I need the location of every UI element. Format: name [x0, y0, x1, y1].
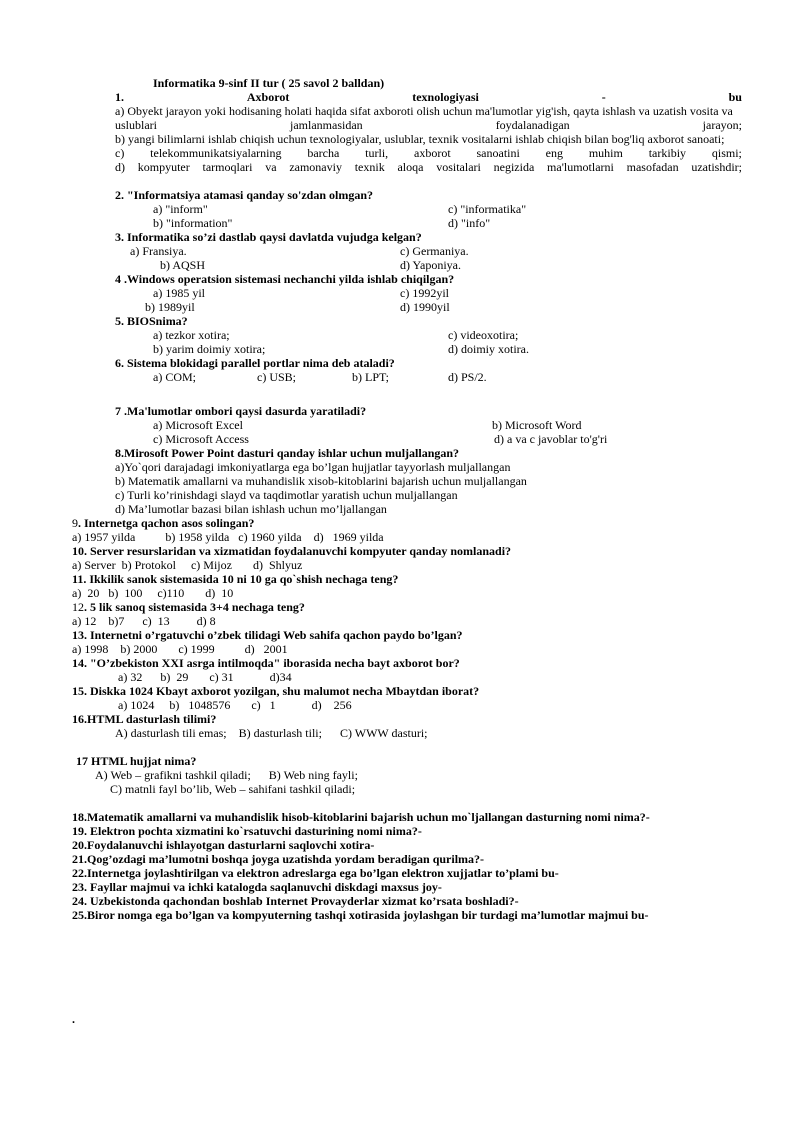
question-14-answers: a) 32 b) 29 c) 31 d)34	[118, 670, 292, 684]
question-9-answers: a) 1957 yilda b) 1958 yilda c) 1960 yilda d) 1969 yilda	[72, 530, 384, 544]
option-word: va	[265, 160, 277, 174]
question-13-answers: a) 1998 b) 2000 c) 1999 d) 2001	[72, 642, 288, 656]
question-text: . 5 lik sanoq sistemasida 3+4 nechaga teng?	[84, 600, 305, 614]
question-2-option-a: a) "inform"	[153, 202, 208, 216]
question-13: 13. Internetni o’rgatuvchi o’zbek tilidagi Web sahifa qachon paydo bo’lgan?	[72, 628, 463, 642]
question-2-option-d: d) "info"	[448, 216, 491, 230]
question-5-option-d: d) doimiy xotira.	[448, 342, 529, 356]
question-15-answers: a) 1024 b) 1048576 c) 1 d) 256	[118, 698, 352, 712]
question-17-answers-a: A) Web – grafikni tashkil qiladi; B) Web ning fayli;	[95, 768, 358, 782]
question-22: 22.Internetga joylashtirilgan va elektron adreslarga ega bo’lgan elektron xujjatlar to’plami bu-	[72, 866, 559, 880]
question-9	[72, 516, 254, 530]
question-5: 5. BIOSnima?	[115, 314, 188, 328]
question-6-option-a: a) COM;	[153, 370, 196, 384]
question-5-option-b: b) yarim doimiy xotira;	[153, 342, 266, 356]
question-17-answers-b: C) matnli fayl bo’lib, Web – sahifani tashkil qiladi;	[110, 782, 356, 796]
question-6-option-c: c) USB;	[257, 370, 296, 384]
question-6-option-b: b) LPT;	[352, 370, 390, 384]
question-7-option-c: c) Microsoft Access	[153, 432, 249, 446]
question-6-option-d: d) PS/2.	[448, 370, 487, 384]
option-word: negizida	[493, 160, 535, 174]
question-11: 11. Ikkilik sanok sistemasida 10 ni 10 ga qo`shish nechaga teng?	[72, 572, 399, 586]
question-4-option-d: d) 1990yil	[400, 300, 450, 314]
heading-word: -	[601, 90, 606, 104]
question-19: 19. Elektron pochta xizmatini ko`rsatuvchi dasturining nomi nima?-	[72, 824, 422, 838]
question-11-answers: a) 20 b) 100 c)110 d) 10	[72, 586, 234, 600]
option-word: kompyuter	[137, 160, 190, 174]
question-1-option-c	[115, 146, 742, 160]
option-word: jarayon;	[702, 118, 742, 132]
question-21: 21.Qog’ozdagi ma’lumotni boshqa joyga uzatishda yordam beradigan qurilma?-	[72, 852, 485, 866]
option-word: telekommunikatsiyalarning	[150, 146, 282, 160]
question-20: 20.Foydalanuvchi ishlayotgan dasturlarni saqlovchi xotira-	[72, 838, 375, 852]
question-7-option-d: d) a va c javoblar to'g'ri	[494, 432, 608, 446]
question-16-answers: A) dasturlash tili emas; B) dasturlash tili; C) WWW dasturi;	[115, 726, 428, 740]
heading-word: Axborot	[246, 90, 290, 104]
question-2-option-b: b) "information"	[153, 216, 233, 230]
question-10: 10. Server resurslaridan va xizmatidan foydalanuvchi kompyuter qanday nomlanadi?	[72, 544, 512, 558]
question-text: . Internetga qachon asos solingan?	[78, 516, 255, 530]
option-word: barcha	[307, 146, 340, 160]
question-4-option-b: b) 1989yil	[145, 300, 195, 314]
question-10-answers: a) Server b) Protokol c) Mijoz d) Shlyuz	[72, 558, 303, 572]
question-8-option-d: d) Ma’lumotlar bazasi bilan ishlash uchun mo’ljallangan	[115, 502, 387, 516]
question-23: 23. Fayllar majmui va ichki katalogda saqlanuvchi diskdagi maxsus joy-	[72, 880, 442, 894]
question-8-option-b: b) Matematik amallarni va muhandislik xisob-kitoblarini bajarish uchun muljallangan	[115, 474, 527, 488]
option-word: uslublari	[115, 118, 157, 132]
question-1-option-b: b) yangi bilimlarni ishlab chiqish uchun texnologiyalar, uslublar, texnik vositalarni ishlab chiqish bilan bog'liq axborot sanoati;	[115, 132, 725, 146]
question-7-option-a: a) Microsoft Excel	[153, 418, 243, 432]
question-1-option-a-cont	[115, 118, 742, 132]
option-word: foydalanadigan	[495, 118, 570, 132]
question-3-option-a: a) Fransiya.	[130, 244, 187, 258]
option-word: axborot	[414, 146, 451, 160]
question-12	[72, 600, 305, 614]
option-word: turli,	[365, 146, 389, 160]
option-word: texnik	[354, 160, 385, 174]
option-word: qismi;	[711, 146, 742, 160]
question-6: 6. Sistema blokidagi parallel portlar nima deb ataladi?	[115, 356, 395, 370]
question-4: 4 .Windows operatsion sistemasi nechanchi yilda ishlab chiqilgan?	[115, 272, 455, 286]
question-number: 9	[72, 516, 78, 530]
option-word: c)	[115, 146, 125, 160]
question-8: 8.Mirosoft Power Point dasturi qanday ishlar uchun muljallangan?	[115, 446, 460, 460]
question-17: 17 HTML hujjat nima?	[76, 754, 197, 768]
option-word: aloqa	[397, 160, 424, 174]
question-number: 12	[72, 600, 84, 614]
question-4-option-a: a) 1985 yil	[153, 286, 205, 300]
question-1-heading	[115, 90, 742, 104]
option-word: eng	[545, 146, 563, 160]
question-2: 2. "Informatsiya atamasi qanday so'zdan olmgan?	[115, 188, 374, 202]
option-word: muhim	[588, 146, 623, 160]
question-number: 1.	[115, 90, 124, 104]
heading-word: texnologiyasi	[412, 90, 479, 104]
option-word: jamlanmasidan	[290, 118, 363, 132]
question-1-option-a: a) Obyekt jarayon yoki hodisaning holati haqida sifat axboroti olish uchun ma'lumotlar yig'ish, qayta ishlash va uzatish vosita va	[115, 104, 733, 118]
question-18: 18.Matematik amallarni va muhandislik hisob-kitoblarini bajarish uchun mo`ljallangan dasturning nomi nima?-	[72, 810, 650, 824]
option-word: vositalari	[436, 160, 481, 174]
question-8-option-c: c) Turli ko’rinishdagi slayd va taqdimotlar yaratish uchun muljallangan	[115, 488, 458, 502]
option-word: sanoatini	[476, 146, 520, 160]
question-2-option-c: c) "informatika"	[448, 202, 527, 216]
question-1-option-d	[115, 160, 742, 174]
question-12-answers: a) 12 b)7 c) 13 d) 8	[72, 614, 216, 628]
question-24: 24. Uzbekistonda qachondan boshlab Internet Provayderlar xizmat ko’rsata boshladi?-	[72, 894, 519, 908]
question-5-option-a: a) tezkor xotira;	[153, 328, 230, 342]
question-7-option-b: b) Microsoft Word	[492, 418, 582, 432]
question-3-option-d: d) Yaponiya.	[400, 258, 462, 272]
option-word: ma'lumotlarni	[547, 160, 614, 174]
option-word: zamonaviy	[289, 160, 342, 174]
footer-dot: .	[72, 1012, 75, 1026]
heading-word: bu	[728, 90, 742, 104]
question-8-option-a: a)Yo`qori darajadagi imkoniyatlarga ega bo’lgan hujjatlar tayyorlash muljallangan	[115, 460, 511, 474]
question-3-option-b: b) AQSH	[160, 258, 206, 272]
question-25: 25.Biror nomga ega bo’lgan va kompyuterning tashqi xotirasida joylashgan bir turdagi ma’lumotlar majmui bu-	[72, 908, 649, 922]
question-3-option-c: c) Germaniya.	[400, 244, 469, 258]
question-16: 16.HTML dasturlash tilimi?	[72, 712, 217, 726]
option-word: tarmoqlari	[202, 160, 253, 174]
option-word: tarkibiy	[648, 146, 687, 160]
question-7: 7 .Ma'lumotlar ombori qaysi dasurda yaratiladi?	[115, 404, 367, 418]
question-14: 14. "O’zbekiston XXI asrga intilmoqda" iborasida necha bayt axborot bor?	[72, 656, 460, 670]
question-3: 3. Informatika so’zi dastlab qaysi davlatda vujudga kelgan?	[115, 230, 422, 244]
question-15: 15. Diskka 1024 Kbayt axborot yozilgan, shu malumot necha Mbaytdan iborat?	[72, 684, 480, 698]
question-5-option-c: c) videoxotira;	[448, 328, 519, 342]
question-4-option-c: c) 1992yil	[400, 286, 449, 300]
option-word: masofadan	[626, 160, 679, 174]
option-word: d)	[115, 160, 125, 174]
worksheet-title: Informatika 9-sinf II tur ( 25 savol 2 balldan)	[153, 76, 385, 90]
option-word: uzatishdir;	[691, 160, 742, 174]
